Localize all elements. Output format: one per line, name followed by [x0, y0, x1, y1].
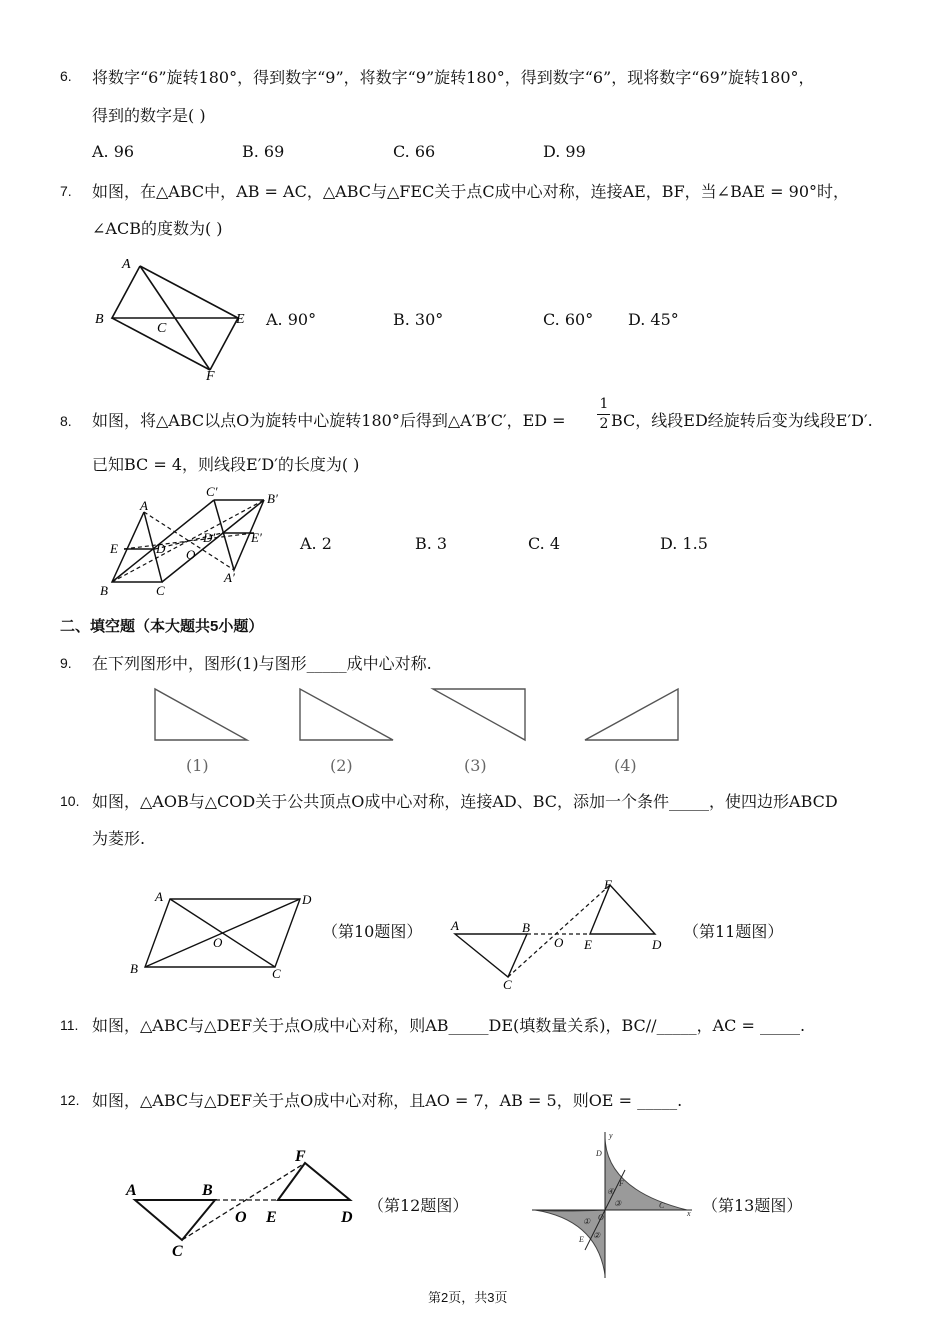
q11-figure [445, 875, 675, 991]
question-number: 10. [60, 793, 80, 809]
question-number: 6. [60, 68, 72, 84]
point-label: E [236, 312, 245, 327]
point-label: B [130, 961, 138, 976]
figure-caption: (4) [614, 756, 637, 775]
question-text: BC，线段ED经旋转后变为线段E′D′. [611, 411, 873, 430]
question-text: 将数字“6”旋转180°，得到数字“9”，将数字“9”旋转180°，得到数字“6”，现将数字“69”旋转180°， [92, 68, 815, 87]
point-label: D [156, 541, 166, 556]
point-label: O [235, 1209, 247, 1226]
point-label: C′ [206, 484, 218, 499]
point-label: B′ [267, 491, 278, 506]
point-label: ③ [614, 1199, 622, 1208]
point-label: D [341, 1209, 353, 1226]
figure-caption: (3) [464, 756, 487, 775]
q12-figure [120, 1145, 360, 1260]
point-label: D [652, 937, 662, 952]
point-label: E [579, 1235, 584, 1244]
point-label: E [266, 1209, 277, 1226]
question-number: 11. [60, 1017, 79, 1033]
point-label: E′ [251, 530, 262, 545]
figure-caption: (2) [330, 756, 353, 775]
point-label: F [619, 1179, 624, 1188]
point-label: F [604, 877, 612, 892]
option-d: D. 1.5 [660, 534, 708, 553]
figure-caption: （第13题图） [702, 1196, 803, 1215]
point-label: B [202, 1182, 213, 1199]
point-label: A′ [224, 570, 235, 585]
point-label: D [302, 892, 312, 907]
question-text: 如图，在△ABC中，AB = AC，△ABC与△FEC关于点C成中心对称，连接AE，BF，当∠BAE = 90°时， [92, 182, 850, 201]
point-label: O [186, 547, 196, 562]
question-text: 如图，将△ABC以点O为旋转中心旋转180°后得到△A′B′C′，ED = [92, 411, 566, 430]
point-label: F [206, 369, 215, 384]
point-label: B [100, 583, 108, 598]
point-label: A [155, 889, 163, 904]
question-text: 如图，△ABC与△DEF关于点O成中心对称，且AO = 7，AB = 5，则OE = _____. [92, 1091, 683, 1110]
point-label: B [522, 920, 530, 935]
figure-caption: （第10题图） [322, 922, 423, 941]
figure-caption: （第12题图） [368, 1196, 469, 1215]
figure-caption: （第11题图） [683, 922, 784, 941]
point-label: ② [593, 1231, 601, 1240]
question-number: 12. [60, 1092, 80, 1108]
question-text: 如图，△AOB与△COD关于公共顶点O成中心对称，连接AD、BC，添加一个条件_____，使四边形ABCD [92, 792, 838, 811]
point-label: C [157, 321, 167, 336]
option-b: B. 3 [415, 534, 448, 553]
point-label: C [156, 583, 165, 598]
question-number: 7. [60, 183, 72, 199]
option-a: A. 90° [266, 310, 317, 329]
fraction-denominator: 2 [599, 416, 609, 432]
point-label: y [609, 1131, 613, 1140]
point-label: C [503, 977, 512, 991]
question-text: 在下列图形中，图形(1)与图形_____成中心对称. [92, 654, 432, 673]
point-label: O [598, 1213, 604, 1222]
point-label: O [213, 935, 223, 950]
option-b: B. 69 [242, 142, 285, 161]
section-heading: 二、填空题（本大题共5小题） [60, 618, 264, 635]
option-d: D. 45° [628, 310, 679, 329]
option-b: B. 30° [393, 310, 444, 329]
option-c: C. 4 [528, 534, 561, 553]
point-label: ④ [607, 1187, 615, 1196]
point-label: D′ [203, 530, 216, 545]
option-d: D. 99 [543, 142, 586, 161]
q9-figures [150, 684, 690, 746]
point-label: A [126, 1182, 137, 1199]
fraction-bar [597, 414, 610, 415]
question-number: 8. [60, 413, 72, 429]
point-label: D [596, 1149, 602, 1158]
point-label: A [451, 918, 459, 933]
point-label: C [659, 1201, 665, 1210]
question-text: ∠ACB的度数为( ) [92, 219, 223, 238]
question-number: 9. [60, 655, 72, 671]
q10-figure [125, 885, 320, 980]
option-c: C. 66 [393, 142, 436, 161]
q7-figure [90, 252, 260, 387]
point-label: C [272, 966, 281, 980]
question-text: 得到的数字是( ) [92, 106, 206, 125]
question-text: 为菱形. [92, 829, 146, 848]
q8-figure [96, 482, 296, 600]
page-footer: 第2页，共3页 [428, 1290, 508, 1305]
fraction-numerator: 1 [599, 396, 609, 412]
q13-figure [527, 1130, 697, 1280]
option-c: C. 60° [543, 310, 594, 329]
question-text: 已知BC = 4，则线段E′D′的长度为( ) [92, 455, 360, 474]
point-label: ① [583, 1217, 591, 1226]
option-a: A. 96 [92, 142, 135, 161]
point-label: A [140, 498, 148, 513]
point-label: x [687, 1209, 691, 1218]
point-label: E [110, 541, 118, 556]
figure-caption: (1) [186, 756, 209, 775]
question-text: 如图，△ABC与△DEF关于点O成中心对称，则AB_____DE(填数量关系)，BC//_____，AC = _____. [92, 1016, 806, 1035]
point-label: C [172, 1243, 183, 1260]
option-a: A. 2 [300, 534, 332, 553]
point-label: B [95, 312, 104, 327]
point-label: A [122, 257, 131, 272]
point-label: E [584, 937, 592, 952]
point-label: O [554, 935, 564, 950]
point-label: F [295, 1148, 306, 1165]
